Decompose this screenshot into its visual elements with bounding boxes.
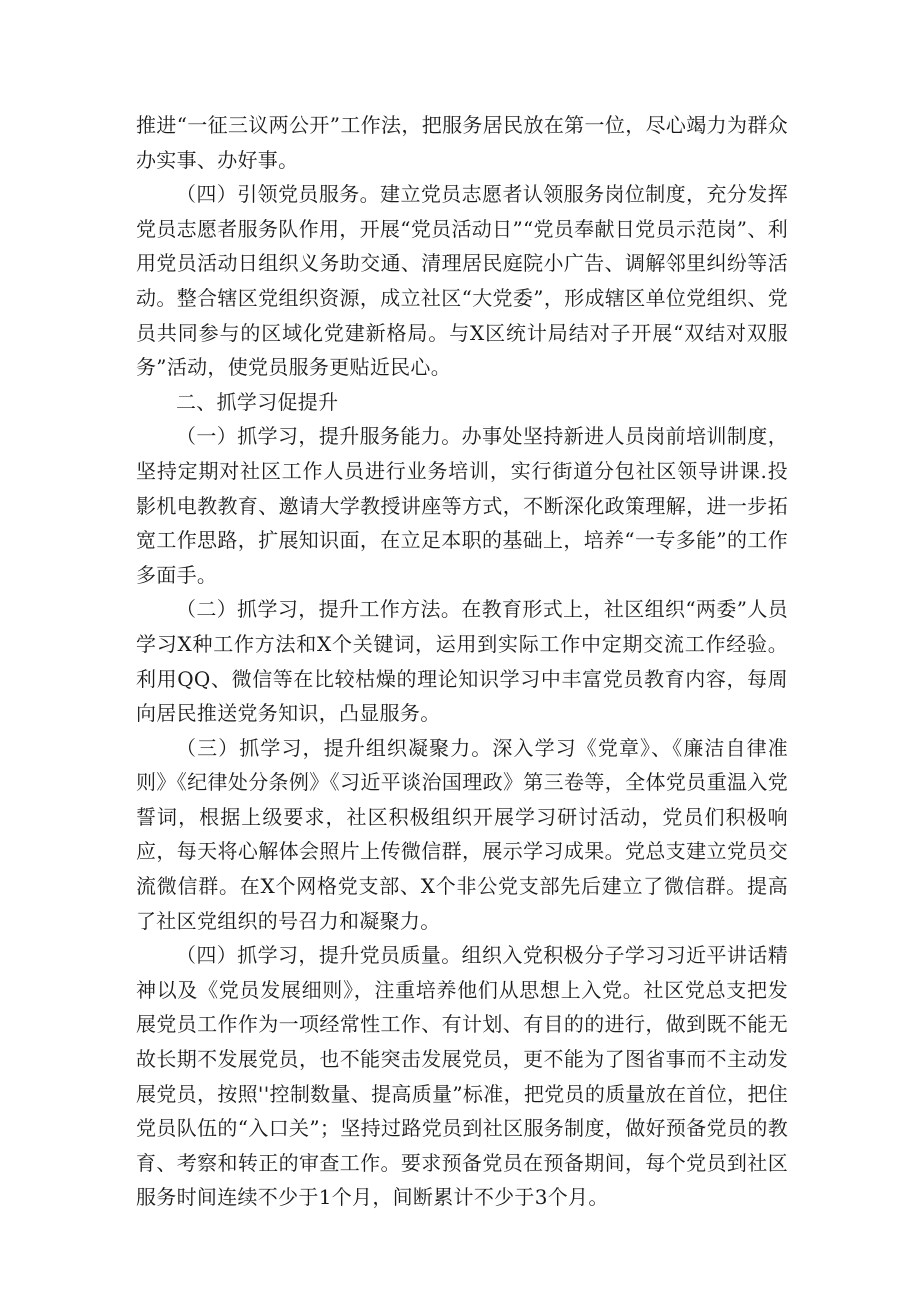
paragraph-work-method: （二）抓学习，提升工作方法。在教育形式上，社区组织“两委”人员学习X种工作方法和X个关键词，运用到实际工作中定期交流工作经验。利用QQ、微信等在比较枯燥的理论知识学习中丰富党员教育内容，每周向居民推送党务知识，凸显服务。 [136, 597, 788, 726]
document-body [136, 108, 788, 1215]
paragraph-member-quality: （四）抓学习，提升党员质量。组织入党积极分子学习习近平讲话精神以及《党员发展细则》，注重培养他们从思想上入党。社区党总支把发展党员工作作为一项经常性工作、有计划、有目的的进行，做到既不能无故长期不发展党员，也不能突击发展党员，更不能为了图省事而不主动发展党员，按照''控制数量、提高质量”标准，把党员的质量放在首位，把住党员队伍的“入口关”；坚持过路党员到社区服务制度，做好预备党员的教育、考察和转正的审查工作。要求预备党员在预备期间，每个党员到社区服务时间连续不少于1个月，间断累计不少于3个月。 [136, 943, 788, 1210]
paragraph-service-ability: （一）抓学习，提升服务能力。办事处坚持新进人员岗前培训制度，坚持定期对社区工作人员进行业务培训，实行街道分包社区领导讲课.投影机电教教育、邀请大学教授讲座等方式，不断深化政策理解，进一步拓宽工作思路，扩展知识面，在立足本职的基础上，培养“一专多能”的工作多面手。 [136, 424, 788, 587]
paragraph-party-member-service: （四）引领党员服务。建立党员志愿者认领服务岗位制度，充分发挥党员志愿者服务队作用，开展“党员活动日”“党员奉献日党员示范岗”、利用党员活动日组织义务助交通、清理居民庭院小广告、调解邻里纠纷等活动。整合辖区党组织资源，成立社区“大党委”，形成辖区单位党组织、党员共同参与的区域化党建新格局。与X区统计局结对子开展“双结对双服务”活动，使党员服务更贴近民心。 [136, 182, 788, 380]
paragraph-cohesion: （三）抓学习，提升组织凝聚力。深入学习《党章》、《廉洁自律准则》《纪律处分条例》《习近平谈治国理政》第三卷等，全体党员重温入党誓词，根据上级要求，社区积极组织开展学习研讨活动，党员们积极响应，每天将心解体会照片上传微信群，展示学习成果。党总支建立党员交流微信群。在X个网格党支部、X个非公党支部先后建立了微信群。提高了社区党组织的号召力和凝聚力。 [136, 735, 788, 933]
section-heading-study: 二、抓学习促提升 [176, 389, 339, 414]
paragraph-continuation: 推进“一征三议两公开”工作法，把服务居民放在第一位，尽心竭力为群众办实事、办好事。 [136, 113, 788, 172]
